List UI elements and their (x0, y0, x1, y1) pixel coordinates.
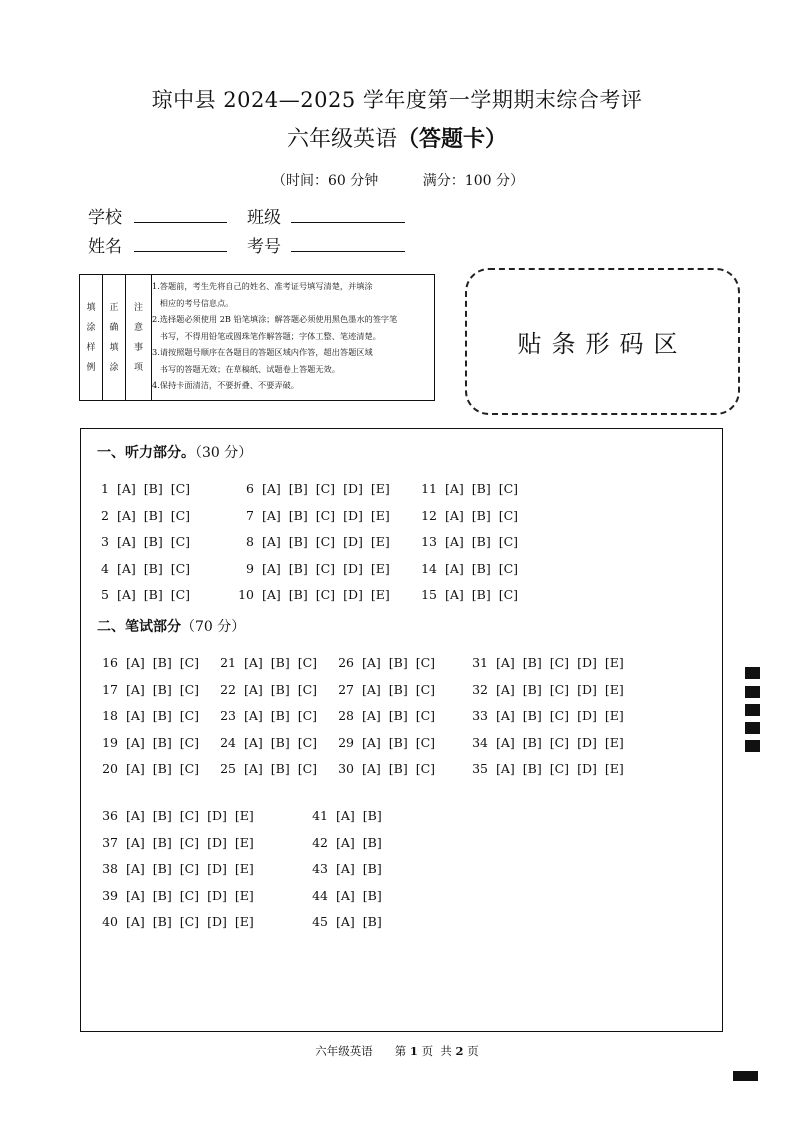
question-number: 5 (101, 587, 109, 602)
question-row (91, 561, 190, 576)
question-row (91, 708, 199, 723)
answer-bubble[interactable]: [C] (415, 655, 436, 670)
school-label: 学校 (88, 208, 122, 228)
answer-bubble[interactable]: [B] (152, 655, 172, 670)
answer-bubble[interactable]: [A] (262, 587, 281, 602)
answer-bubble[interactable]: [C] (170, 587, 191, 602)
question-number: 21 (220, 655, 236, 670)
answer-bubble[interactable]: [A] (362, 681, 381, 697)
answer-bubble[interactable]: [A] (117, 507, 136, 523)
answer-bubble[interactable]: [C] (179, 808, 200, 823)
answer-bubble[interactable]: [C] (179, 655, 200, 670)
question-row (419, 508, 518, 523)
answer-bubble[interactable]: [C] (297, 681, 318, 697)
answer-bubble[interactable]: [A] (362, 655, 381, 670)
answer-bubble[interactable]: [C] (179, 914, 200, 929)
answer-bubble[interactable]: [C] (549, 708, 570, 723)
school-field[interactable] (134, 222, 227, 223)
question-number: 4 (101, 560, 109, 576)
question-number: 14 (421, 560, 437, 576)
answer-bubble[interactable]: [D] (207, 887, 227, 903)
question-number: 41 (312, 808, 328, 823)
answer-bubble[interactable]: [D] (577, 681, 597, 697)
answer-bubble[interactable]: [A] (117, 534, 136, 549)
question-row (301, 888, 382, 903)
answer-bubble[interactable]: [B] (270, 681, 290, 697)
answer-bubble[interactable]: [B] (362, 861, 382, 876)
class-field[interactable] (291, 222, 405, 223)
answer-bubble[interactable]: [B] (522, 761, 542, 776)
question-row (327, 761, 435, 776)
answer-bubble[interactable]: [A] (126, 708, 145, 723)
answer-bubble[interactable]: [B] (152, 681, 172, 697)
answer-bubble[interactable]: [D] (577, 708, 597, 723)
question-row (209, 655, 317, 670)
answer-bubble[interactable]: [E] (604, 681, 624, 697)
answer-bubble[interactable]: [B] (522, 734, 542, 750)
question-number: 6 (246, 481, 254, 496)
question-row (91, 481, 190, 496)
exam-no-label: 考号 (247, 237, 281, 257)
answer-bubble[interactable]: [B] (152, 914, 172, 929)
answer-bubble[interactable]: [A] (262, 534, 281, 549)
answer-bubble[interactable]: [C] (415, 708, 436, 723)
question-number: 33 (472, 708, 488, 723)
question-number: 40 (102, 914, 118, 929)
question-row (91, 808, 254, 823)
answer-bubble[interactable]: [A] (496, 708, 515, 723)
exam-info (272, 170, 524, 190)
timing-mark (745, 686, 760, 698)
answer-bubble[interactable]: [B] (288, 507, 308, 523)
answer-bubble[interactable]: [C] (170, 507, 191, 523)
answer-bubble[interactable]: [B] (362, 887, 382, 903)
question-number: 34 (472, 734, 488, 750)
answer-bubble[interactable]: [B] (143, 481, 163, 496)
answer-bubble[interactable]: [A] (244, 655, 263, 670)
question-number: 10 (238, 587, 254, 602)
question-row (461, 682, 624, 697)
instructions-box (79, 274, 435, 401)
question-number: 13 (421, 534, 437, 549)
answer-bubble[interactable]: [A] (336, 808, 355, 823)
answer-bubble[interactable]: [B] (152, 708, 172, 723)
question-number: 35 (472, 761, 488, 776)
answer-bubble[interactable]: [A] (126, 681, 145, 697)
answer-bubble[interactable]: [A] (244, 761, 263, 776)
answer-bubble[interactable]: [C] (179, 861, 200, 876)
answer-bubble[interactable]: [C] (498, 587, 519, 602)
notes-column: 注 意 事 项 (126, 275, 152, 400)
answer-bubble[interactable]: [E] (604, 734, 624, 750)
answer-bubble[interactable]: [D] (207, 834, 227, 850)
answer-bubble[interactable]: [A] (117, 560, 136, 576)
sheet-subtitle (0, 122, 794, 153)
answer-bubble[interactable]: [A] (445, 560, 464, 576)
answer-bubble[interactable]: [C] (415, 681, 436, 697)
answer-bubble[interactable]: [A] (445, 587, 464, 602)
answer-bubble[interactable]: [C] (170, 560, 191, 576)
answer-bubble[interactable]: [A] (126, 914, 145, 929)
answer-bubble[interactable]: [A] (262, 481, 281, 496)
question-number: 9 (246, 560, 254, 576)
timing-mark (745, 722, 760, 734)
question-row (301, 808, 382, 823)
answer-bubble[interactable]: [B] (270, 708, 290, 723)
answer-bubble[interactable]: [C] (170, 534, 191, 549)
answer-bubble[interactable]: [B] (152, 887, 172, 903)
answer-bubble[interactable]: [B] (471, 481, 491, 496)
answer-bubble[interactable]: [B] (143, 507, 163, 523)
answer-bubble[interactable]: [E] (234, 808, 254, 823)
question-row (91, 888, 254, 903)
answer-bubble[interactable]: [C] (297, 708, 318, 723)
answer-bubble[interactable]: [C] (549, 761, 570, 776)
answer-bubble[interactable]: [C] (179, 887, 200, 903)
answer-bubble[interactable]: [E] (604, 708, 624, 723)
answer-bubble[interactable]: [D] (343, 507, 363, 523)
question-row (209, 708, 317, 723)
answer-bubble[interactable]: [A] (336, 914, 355, 929)
question-number: 20 (102, 761, 118, 776)
question-number: 39 (102, 887, 118, 903)
answer-bubble[interactable]: [C] (498, 481, 519, 496)
answer-bubble[interactable]: [A] (126, 834, 145, 850)
question-number: 43 (312, 861, 328, 876)
answer-bubble[interactable]: [C] (179, 834, 200, 850)
answer-bubble[interactable]: [E] (234, 861, 254, 876)
class-label: 班级 (247, 208, 281, 228)
answer-bubble[interactable]: [B] (471, 534, 491, 549)
question-row (91, 861, 254, 876)
answer-bubble[interactable]: [C] (549, 681, 570, 697)
rule-line: 2.选择题必须使用 2B 铅笔填涂；解答题必须使用黑色墨水的签字笔 (152, 314, 398, 324)
answer-bubble[interactable]: [C] (498, 560, 519, 576)
exam-no-field[interactable] (291, 251, 405, 252)
question-number: 2 (101, 507, 109, 523)
answer-bubble[interactable]: [D] (343, 534, 363, 549)
answer-bubble[interactable]: [A] (362, 708, 381, 723)
question-row (91, 914, 254, 929)
question-number: 36 (102, 808, 118, 823)
question-row (461, 708, 624, 723)
answer-bubble[interactable]: [B] (288, 534, 308, 549)
answer-bubble[interactable]: [A] (362, 761, 381, 776)
answer-bubble[interactable]: [E] (370, 560, 390, 576)
timing-mark (745, 667, 760, 679)
answer-bubble[interactable]: [E] (234, 887, 254, 903)
answer-bubble[interactable]: [A] (362, 734, 381, 750)
rule-line: 1.答题前，考生先将自己的姓名、准考证号填写清楚，并填涂 (152, 281, 373, 291)
answer-bubble[interactable]: [D] (577, 734, 597, 750)
question-row (91, 735, 199, 750)
answer-bubble[interactable]: [D] (343, 560, 363, 576)
timing-mark (745, 704, 760, 716)
question-row (419, 481, 518, 496)
answer-bubble[interactable]: [D] (343, 587, 363, 602)
answer-bubble[interactable]: [B] (152, 834, 172, 850)
question-row (91, 587, 190, 602)
answer-bubble[interactable]: [B] (362, 808, 382, 823)
question-row (227, 534, 390, 549)
answer-bubble[interactable]: [A] (126, 887, 145, 903)
footer-subject: 六年级英语 (315, 1044, 373, 1058)
answer-bubble[interactable]: [A] (117, 587, 136, 602)
answer-bubble[interactable]: [B] (388, 681, 408, 697)
exam-title: 琼中县 2024—2025 学年度第一学期期末综合考评 (151, 88, 643, 112)
question-number: 42 (312, 834, 328, 850)
answer-bubble[interactable]: [C] (549, 655, 570, 670)
question-number: 25 (220, 761, 236, 776)
answer-bubble[interactable]: [A] (244, 734, 263, 750)
question-row (91, 655, 199, 670)
question-row (91, 835, 254, 850)
question-number: 27 (338, 681, 354, 697)
question-row (91, 761, 199, 776)
question-row (91, 682, 199, 697)
answer-bubble[interactable]: [B] (288, 587, 308, 602)
question-row (301, 861, 382, 876)
question-number: 17 (102, 681, 118, 697)
question-row (209, 682, 317, 697)
answer-bubble[interactable]: [B] (288, 481, 308, 496)
answer-bubble[interactable]: [C] (179, 761, 200, 776)
answer-bubble[interactable]: [E] (234, 914, 254, 929)
question-number: 44 (312, 887, 328, 903)
answer-bubble[interactable]: [D] (207, 914, 227, 929)
answer-bubble[interactable]: [D] (577, 655, 597, 670)
question-number: 23 (220, 708, 236, 723)
answer-bubble[interactable]: [A] (496, 655, 515, 670)
answer-bubble[interactable]: [E] (604, 761, 624, 776)
answer-bubble[interactable]: [C] (315, 507, 336, 523)
answer-bubble[interactable]: [B] (270, 734, 290, 750)
answer-bubble[interactable]: [B] (143, 560, 163, 576)
answer-bubble[interactable]: [A] (126, 655, 145, 670)
answer-bubble[interactable]: [B] (388, 761, 408, 776)
answer-bubble[interactable]: [D] (577, 761, 597, 776)
question-row (209, 735, 317, 750)
answer-bubble[interactable]: [C] (415, 761, 436, 776)
answer-bubble[interactable]: [B] (471, 560, 491, 576)
name-field[interactable] (134, 251, 227, 252)
answer-bubble[interactable]: [A] (244, 681, 263, 697)
question-number: 3 (101, 534, 109, 549)
answer-bubble[interactable]: [B] (522, 708, 542, 723)
question-row (419, 587, 518, 602)
answer-bubble[interactable]: [D] (207, 808, 227, 823)
answer-bubble[interactable]: [B] (471, 507, 491, 523)
question-number: 38 (102, 861, 118, 876)
answer-bubble[interactable]: [C] (315, 560, 336, 576)
question-row (419, 561, 518, 576)
rule-line: 书写，不得用铅笔或圆珠笔作解答题；字体工整、笔迹清楚。 (152, 330, 381, 341)
answer-bubble[interactable]: [A] (445, 507, 464, 523)
question-number: 30 (338, 761, 354, 776)
answer-bubble[interactable]: [A] (244, 708, 263, 723)
answer-box (80, 428, 723, 1032)
rules-list (152, 278, 430, 394)
fill-example-column: 填 涂 样 例 (80, 275, 103, 400)
answer-bubble[interactable]: [B] (288, 560, 308, 576)
answer-bubble[interactable]: [E] (234, 834, 254, 850)
answer-bubble[interactable]: [C] (297, 734, 318, 750)
time-info: （时间：60 分钟 (272, 173, 379, 189)
question-number: 45 (312, 914, 328, 929)
score-info: 满分：100 分） (422, 173, 524, 189)
question-row (91, 534, 190, 549)
answer-bubble[interactable]: [C] (415, 734, 436, 750)
question-row (327, 735, 435, 750)
answer-bubble[interactable]: [B] (143, 534, 163, 549)
answer-bubble[interactable]: [E] (370, 587, 390, 602)
answer-bubble[interactable]: [B] (388, 655, 408, 670)
correct-fill-column: 正 确 填 涂 (103, 275, 126, 400)
question-number: 15 (421, 587, 437, 602)
answer-bubble[interactable]: [C] (170, 481, 191, 496)
answer-bubble[interactable]: [B] (388, 734, 408, 750)
question-row (301, 835, 382, 850)
barcode-area (465, 268, 740, 415)
question-row (91, 508, 190, 523)
answer-bubble[interactable]: [C] (549, 734, 570, 750)
question-number: 31 (472, 655, 488, 670)
answer-bubble[interactable]: [A] (117, 481, 136, 496)
answer-bubble[interactable]: [A] (445, 481, 464, 496)
name-label: 姓名 (88, 237, 122, 257)
question-number: 29 (338, 734, 354, 750)
rule-line: 书写的答题无效；在草稿纸、试题卷上答题无效。 (152, 363, 340, 374)
question-row (327, 682, 435, 697)
answer-bubble[interactable]: [A] (262, 507, 281, 523)
answer-bubble[interactable]: [A] (496, 681, 515, 697)
answer-bubble[interactable]: [C] (179, 708, 200, 723)
answer-bubble[interactable]: [B] (522, 681, 542, 697)
subtitle-tag: （答题卡） (397, 127, 508, 152)
answer-bubble[interactable]: [B] (270, 655, 290, 670)
answer-bubble[interactable]: [B] (270, 761, 290, 776)
answer-bubble[interactable]: [A] (496, 734, 515, 750)
answer-bubble[interactable]: [E] (370, 534, 390, 549)
question-row (327, 708, 435, 723)
answer-bubble[interactable]: [C] (179, 734, 200, 750)
question-number: 24 (220, 734, 236, 750)
question-row (227, 508, 390, 523)
answer-bubble[interactable]: [E] (370, 507, 390, 523)
question-number: 26 (338, 655, 354, 670)
answer-bubble[interactable]: [D] (207, 861, 227, 876)
question-row (461, 761, 624, 776)
answer-bubble[interactable]: [B] (471, 587, 491, 602)
question-number: 32 (472, 681, 488, 697)
answer-bubble[interactable]: [B] (522, 655, 542, 670)
answer-bubble[interactable]: [B] (152, 761, 172, 776)
answer-bubble[interactable]: [B] (152, 808, 172, 823)
question-number: 18 (102, 708, 118, 723)
answer-bubble[interactable]: [A] (336, 861, 355, 876)
question-row (227, 481, 390, 496)
answer-bubble[interactable]: [A] (336, 887, 355, 903)
answer-bubble[interactable]: [E] (604, 655, 624, 670)
answer-bubble[interactable]: [A] (126, 861, 145, 876)
question-number: 8 (246, 534, 254, 549)
rule-line: 3.请按照题号顺序在各题目的答题区域内作答，超出答题区域 (152, 347, 373, 357)
answer-bubble[interactable]: [C] (315, 534, 336, 549)
rule-line: 相应的考号信息点。 (152, 297, 234, 308)
answer-bubble[interactable]: [A] (126, 808, 145, 823)
answer-bubble[interactable]: [B] (362, 914, 382, 929)
listening-section-title: 一、听力部分。（30 分） (97, 445, 253, 461)
answer-bubble[interactable]: [E] (370, 481, 390, 496)
question-number: 19 (102, 734, 118, 750)
question-number: 11 (421, 481, 437, 496)
question-row (461, 735, 624, 750)
timing-mark (745, 740, 760, 752)
answer-bubble[interactable]: [A] (126, 734, 145, 750)
question-row (301, 914, 382, 929)
question-row (227, 587, 390, 602)
answer-bubble[interactable]: [C] (297, 761, 318, 776)
answer-bubble[interactable]: [C] (179, 681, 200, 697)
question-number: 16 (102, 655, 118, 670)
question-number: 22 (220, 681, 236, 697)
question-row (419, 534, 518, 549)
question-number: 28 (338, 708, 354, 723)
answer-bubble[interactable]: [B] (152, 861, 172, 876)
answer-bubble[interactable]: [A] (496, 761, 515, 776)
question-row (327, 655, 435, 670)
timing-mark (733, 1071, 758, 1081)
answer-bubble[interactable]: [C] (315, 481, 336, 496)
barcode-label: 贴条形码区 (517, 330, 688, 358)
answer-bubble[interactable]: [C] (498, 534, 519, 549)
writing-section-title: 二、笔试部分（70 分） (97, 619, 246, 635)
answer-bubble[interactable]: [C] (315, 587, 336, 602)
answer-bubble[interactable]: [B] (152, 734, 172, 750)
question-row (461, 655, 624, 670)
question-row (209, 761, 317, 776)
answer-bubble[interactable]: [C] (297, 655, 318, 670)
question-number: 37 (102, 834, 118, 850)
question-number: 7 (246, 507, 254, 523)
answer-bubble[interactable]: [C] (498, 507, 519, 523)
answer-bubble[interactable]: [B] (143, 587, 163, 602)
rule-line: 4.保持卡面清洁，不要折叠、不要弄破。 (152, 380, 299, 390)
answer-bubble[interactable]: [A] (126, 761, 145, 776)
answer-bubble[interactable]: [A] (336, 834, 355, 850)
answer-bubble[interactable]: [B] (362, 834, 382, 850)
answer-bubble[interactable]: [B] (388, 708, 408, 723)
page-footer: 六年级英语 第 1 页 共 2 页 (315, 1044, 479, 1058)
answer-bubble[interactable]: [A] (262, 560, 281, 576)
subtitle-main: 六年级英语 (286, 127, 397, 152)
answer-bubble[interactable]: [D] (343, 481, 363, 496)
question-number: 12 (421, 507, 437, 523)
answer-bubble[interactable]: [A] (445, 534, 464, 549)
question-number: 1 (101, 481, 109, 496)
question-row (227, 561, 390, 576)
